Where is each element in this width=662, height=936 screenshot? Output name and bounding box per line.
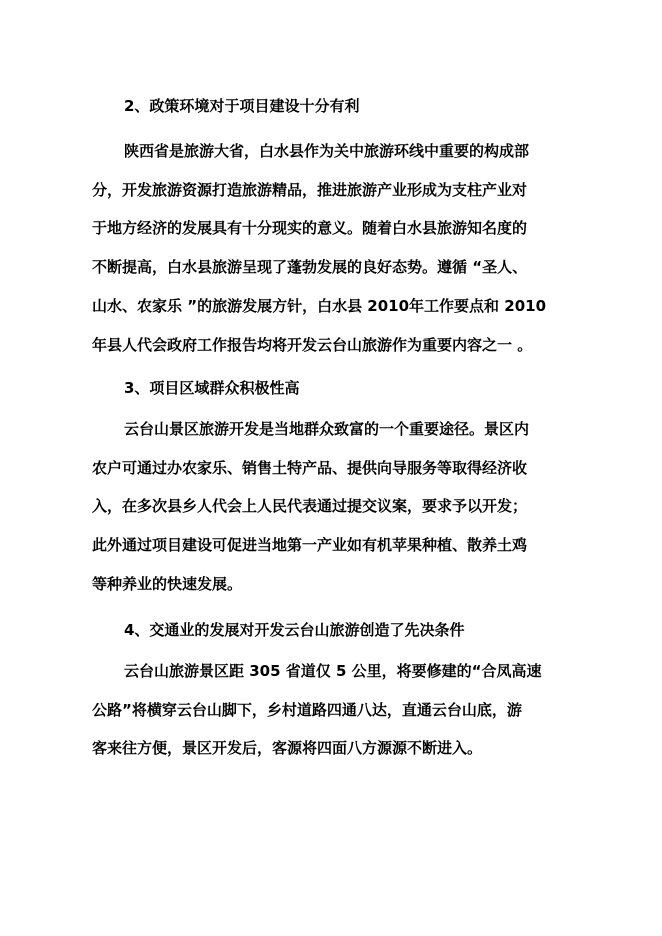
paragraph-community <box>92 410 568 604</box>
paragraph-line: 此外通过项目建设可促进当地第一产业如有机苹果种植、散养土鸡 <box>92 536 528 555</box>
section-heading-transport: 4、交通业的发展对开发云台山旅游创造了先决条件 <box>124 621 465 639</box>
paragraph-line: 等种养业的快速发展。 <box>92 574 243 593</box>
paragraph-line: 农户可通过办农家乐、销售土特产品、提供向导服务等取得经济收 <box>92 458 528 477</box>
paragraph-line: 客来往方便，景区开发后，客源将四面八方源源不断进入。 <box>92 739 483 758</box>
section-heading-community: 3、项目区域群众积极性高 <box>124 379 300 397</box>
paragraph-line: 分，开发旅游资源打造旅游精品，推进旅游产业形成为支柱产业对 <box>92 180 528 199</box>
paragraph-line: 公路”将横穿云台山脚下，乡村道路四通八达，直通云台山底，游 <box>92 700 522 719</box>
paragraph-line: 云台山旅游景区距 305 省道仅 5 公里，将要修建的“合凤高速 <box>124 662 542 680</box>
paragraph-line: 年县人代会政府工作报告均将开发云台山旅游作为重要内容之一 。 <box>92 335 533 354</box>
paragraph-policy <box>92 132 568 364</box>
paragraph-line: 陕西省是旅游大省，白水县作为关中旅游环线中重要的构成部 <box>124 142 530 160</box>
paragraph-transport <box>92 652 568 768</box>
section-heading-policy: 2、政策环境对于项目建设十分有利 <box>124 97 360 115</box>
paragraph-line: 山水、农家乐 ”的旅游发展方针，白水县 2010年工作要点和 2010 <box>92 296 547 315</box>
paragraph-line: 于地方经济的发展具有十分现实的意义。随着白水县旅游知名度的 <box>92 219 528 238</box>
paragraph-line: 不断提高，白水县旅游呈现了蓬勃发展的良好态势。遵循 “圣人、 <box>92 258 528 277</box>
paragraph-line: 入，在多次县乡人代会上人民代表通过提交议案，要求予以开发； <box>92 497 528 516</box>
paragraph-line: 云台山景区旅游开发是当地群众致富的一个重要途径。景区内 <box>124 420 530 438</box>
